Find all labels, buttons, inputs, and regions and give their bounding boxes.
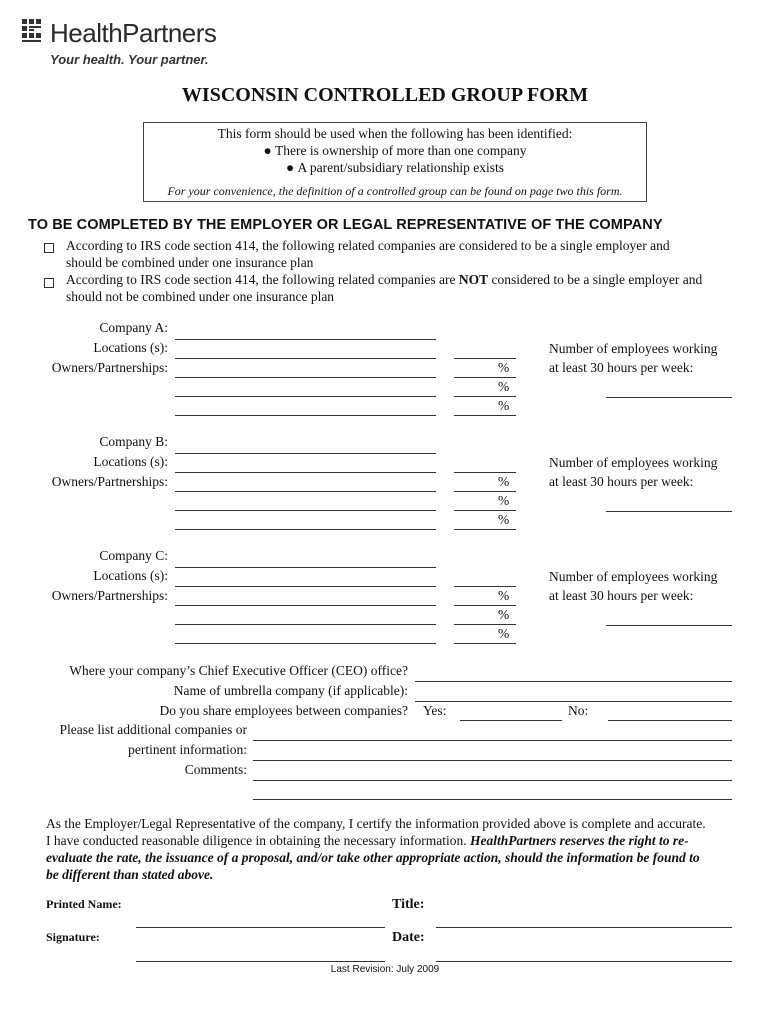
percent-sign: % [498, 379, 510, 394]
percent-sign: % [498, 588, 510, 603]
company-c-pct-field[interactable] [454, 624, 516, 625]
percent-sign: % [498, 607, 510, 622]
company-b-owner-field[interactable] [175, 510, 436, 511]
company-b-employees-field[interactable] [606, 511, 732, 512]
company-c-employees-label: Number of employees working at least 30 hours per week: [549, 569, 718, 603]
ceo-office-field[interactable] [415, 681, 732, 682]
comments-label: Comments: [184, 762, 247, 777]
company-c-name-field[interactable] [175, 567, 436, 568]
comments-field[interactable] [253, 780, 732, 781]
company-b-pct-field[interactable] [454, 510, 516, 511]
bullet-icon: ● [263, 143, 272, 158]
company-a-owners-label: Owners/Partnerships: [51, 360, 168, 375]
info-intro: This form should be used when the following has been identified: [217, 126, 573, 141]
option-2-checkbox[interactable] [44, 278, 54, 288]
company-c-pct-field[interactable] [454, 605, 516, 606]
title-label: Title: [392, 897, 425, 912]
percent-sign: % [498, 493, 510, 508]
umbrella-company-label: Name of umbrella company (if applicable): [173, 683, 408, 698]
additional-info-field[interactable] [253, 740, 732, 741]
company-b-name-field[interactable] [175, 453, 436, 454]
company-b-pct-field[interactable] [454, 472, 516, 473]
company-c-owner-field[interactable] [175, 624, 436, 625]
company-b-locations-label: Locations (s): [93, 454, 168, 469]
date-field[interactable] [436, 961, 732, 962]
info-note: For your convenience, the definition of a controlled group can be found on page two this form. [167, 184, 623, 198]
printed-name-field[interactable] [136, 927, 385, 928]
company-b-pct-field[interactable] [454, 491, 516, 492]
company-b-owner-field[interactable] [175, 529, 436, 530]
additional-info-field[interactable] [253, 760, 732, 761]
company-b-owner-field[interactable] [175, 491, 436, 492]
company-b-pct-field[interactable] [454, 529, 516, 530]
signature-label: Signature: [46, 930, 100, 944]
printed-name-label: Printed Name: [46, 897, 122, 911]
certification-text: As the Employer/Legal Representative of the company, I certify the information provided above is complete and accurate. I have conducted reasonable diligence in obtaining the necessary information. HealthPartners reserves the right to re- evaluate the rate, the issuance of a proposal, and/or take other appropriate action, should the information be found to be different than stated above. [46, 816, 706, 882]
share-yes-label: Yes: [423, 703, 447, 718]
company-a-employees-field[interactable] [606, 397, 732, 398]
additional-companies-label: Please list additional companies or [59, 722, 247, 737]
option-2-text: According to IRS code section 414, the following related companies are NOT considered to be a single employer and should not be combined under one insurance plan [66, 272, 703, 304]
logo-wordmark: HealthPartners [50, 18, 217, 48]
info-bullet: ● A parent/subsidiary relationship exists [285, 160, 505, 175]
company-a-pct-field[interactable] [454, 377, 516, 378]
share-yes-field[interactable] [460, 720, 562, 721]
option-1-text: According to IRS code section 414, the following related companies are considered to be a single employer and should be combined under one insurance plan [66, 238, 670, 270]
company-a-owner-field[interactable] [175, 415, 436, 416]
company-a-employees-label: Number of employees working at least 30 hours per week: [549, 341, 718, 375]
footer-revision: Last Revision: July 2009 [330, 964, 440, 975]
company-a-label: Company A: [99, 320, 168, 335]
percent-sign: % [498, 360, 510, 375]
percent-sign: % [498, 474, 510, 489]
company-a-pct-field[interactable] [454, 358, 516, 359]
share-no-label: No: [568, 703, 589, 718]
option-1-checkbox[interactable] [44, 243, 54, 253]
company-c-locations-label: Locations (s): [93, 568, 168, 583]
date-label: Date: [392, 930, 425, 945]
company-c-label: Company C: [99, 548, 168, 563]
company-b-owners-label: Owners/Partnerships: [51, 474, 168, 489]
signature-field[interactable] [136, 961, 385, 962]
company-c-locations-field[interactable] [175, 586, 436, 587]
ceo-office-label: Where your company’s Chief Executive Officer (CEO) office? [69, 663, 408, 678]
company-b-employees-label: Number of employees working at least 30 hours per week: [549, 455, 718, 489]
company-a-pct-field[interactable] [454, 396, 516, 397]
company-b-locations-field[interactable] [175, 472, 436, 473]
company-a-pct-field[interactable] [454, 415, 516, 416]
percent-sign: % [498, 626, 510, 641]
info-box [143, 122, 647, 202]
company-a-locations-label: Locations (s): [93, 340, 168, 355]
percent-sign: % [498, 398, 510, 413]
company-c-owner-field[interactable] [175, 643, 436, 644]
company-c-pct-field[interactable] [454, 586, 516, 587]
company-a-locations-field[interactable] [175, 358, 436, 359]
logo-tagline: Your health. Your partner. [50, 52, 209, 67]
healthpartners-logo-icon [22, 19, 44, 43]
pertinent-info-label: pertinent information: [128, 742, 247, 757]
share-employees-label: Do you share employees between companies? [159, 703, 408, 718]
company-c-pct-field[interactable] [454, 643, 516, 644]
percent-sign: % [498, 512, 510, 527]
company-c-owners-label: Owners/Partnerships: [51, 588, 168, 603]
company-a-owner-field[interactable] [175, 396, 436, 397]
page-title: WISCONSIN CONTROLLED GROUP FORM [181, 84, 589, 106]
umbrella-company-field[interactable] [415, 701, 732, 702]
title-field[interactable] [436, 927, 732, 928]
company-c-owner-field[interactable] [175, 605, 436, 606]
company-c-employees-field[interactable] [606, 625, 732, 626]
share-no-field[interactable] [608, 720, 732, 721]
comments-field[interactable] [253, 799, 732, 800]
bullet-icon: ● [285, 160, 295, 175]
company-a-name-field[interactable] [175, 339, 436, 340]
company-b-label: Company B: [99, 434, 168, 449]
info-bullet: ● There is ownership of more than one company [263, 143, 527, 158]
company-a-owner-field[interactable] [175, 377, 436, 378]
section-heading: TO BE COMPLETED BY THE EMPLOYER OR LEGAL REPRESENTATIVE OF THE COMPANY [28, 217, 663, 233]
